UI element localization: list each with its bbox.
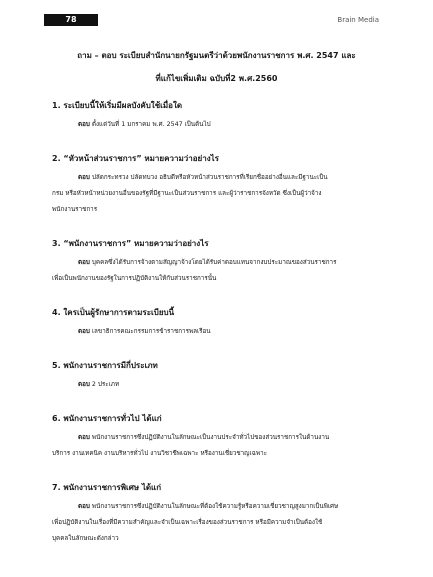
answer-line-2: กรม หรือหัวหน้าหน่วยงานอื่นของรัฐที่มีฐานะเป็นส่วนราชการ และผู้ว่าราชการจังหวัด ซึ่งเป็นผู้ว่าจ้าง (52, 190, 322, 197)
answer-line-1: พนักงานราชการซึ่งปฏิบัติงานในลักษณะที่ต้องใช้ความรู้หรือความเชี่ยวชาญสูงมากเป็นพิเศษ (91, 503, 339, 510)
answer (52, 377, 382, 393)
answer-line-1: บุคคลซึ่งได้รับการจ้างตามสัญญาจ้างโดยได้รับค่าตอบแทนจากงบประมาณของส่วนราชการ (91, 259, 337, 266)
answer (52, 499, 382, 547)
question: 2. “หัวหน้าส่วนราชการ” หมายความว่าอย่างไร (52, 154, 219, 163)
page-number-tab (44, 14, 98, 26)
qa-item-6 (52, 413, 382, 462)
answer (52, 170, 382, 218)
answer (52, 430, 382, 462)
page-number: 78 (65, 15, 77, 24)
answer (52, 255, 382, 287)
answer-line-1: ตั้งแต่วันที่ 1 มกราคม พ.ศ. 2547 เป็นต้นไป (91, 121, 211, 128)
answer-line-1: ปลัดกระทรวง ปลัดทบวง อธิบดีหรือหัวหน้าส่วนราชการที่เรียกชื่ออย่างอื่นและมีฐานะเป็น (91, 174, 328, 181)
answer-line-2: เพื่อปฏิบัติงานในเรื่องที่มีความสำคัญและจำเป็นเฉพาะเรื่องของส่วนราชการ หรือมีความจำเป็นต้องใช้ (52, 519, 323, 526)
answer-lead: ตอบ (78, 503, 90, 510)
brand-name: Brain Media (337, 16, 379, 24)
answer-line-1: 2 ประเภท (91, 381, 120, 388)
answer-lead: ตอบ (78, 381, 90, 388)
answer-line-1: พนักงานราชการซึ่งปฏิบัติงานในลักษณะเป็นงานประจำทั่วไปของส่วนราชการในด้านงาน (91, 434, 330, 441)
title-line-2: ที่แก้ไขเพิ่มเติม ฉบับที่2 พ.ศ.2560 (155, 74, 278, 83)
qa-item-4 (52, 307, 382, 340)
answer-lead: ตอบ (78, 259, 90, 266)
answer-line-3: พนักงานราชการ (52, 206, 98, 213)
question: 7. พนักงานราชการพิเศษ ได้แก่ (52, 483, 162, 492)
question: 6. พนักงานราชการทั่วไป ได้แก่ (52, 414, 162, 423)
answer-line-1: เลขาธิการคณะกรรมการข้าราชการพลเรือน (91, 328, 211, 335)
qa-list (52, 100, 382, 567)
page-title (40, 44, 393, 90)
answer (52, 324, 382, 340)
answer-line-3: บุคคลในลักษณะดังกล่าว (52, 535, 119, 542)
title-line-1: ถาม – ตอบ ระเบียบสำนักนายกรัฐมนตรีว่าด้วยพนักงานราชการ พ.ศ. 2547 และ (77, 51, 356, 60)
qa-item-3 (52, 238, 382, 287)
answer (52, 117, 382, 133)
answer-lead: ตอบ (78, 434, 90, 441)
answer-line-2: เพื่อเป็นพนักงานของรัฐในการปฏิบัติงานให้กับส่วนราชการนั้น (52, 275, 217, 282)
answer-lead: ตอบ (78, 174, 90, 181)
question: 1. ระเบียบนี้ให้เริ่มมีผลบังคับใช้เมื่อใด (52, 101, 183, 110)
answer-line-2: บริการ งานเทคนิค งานบริหารทั่วไป งานวิชาชีพเฉพาะ หรืองานเชี่ยวชาญเฉพาะ (52, 450, 268, 457)
qa-item-5 (52, 360, 382, 393)
question: 4. ใครเป็นผู้รักษาการตามระเบียบนี้ (52, 308, 175, 317)
qa-item-7 (52, 482, 382, 547)
question: 3. “พนักงานราชการ” หมายความว่าอย่างไร (52, 239, 209, 248)
question: 5. พนักงานราชการมีกี่ประเภท (52, 361, 158, 370)
answer-lead: ตอบ (78, 328, 90, 335)
qa-item-2 (52, 153, 382, 218)
answer-lead: ตอบ (78, 121, 90, 128)
qa-item-1 (52, 100, 382, 133)
